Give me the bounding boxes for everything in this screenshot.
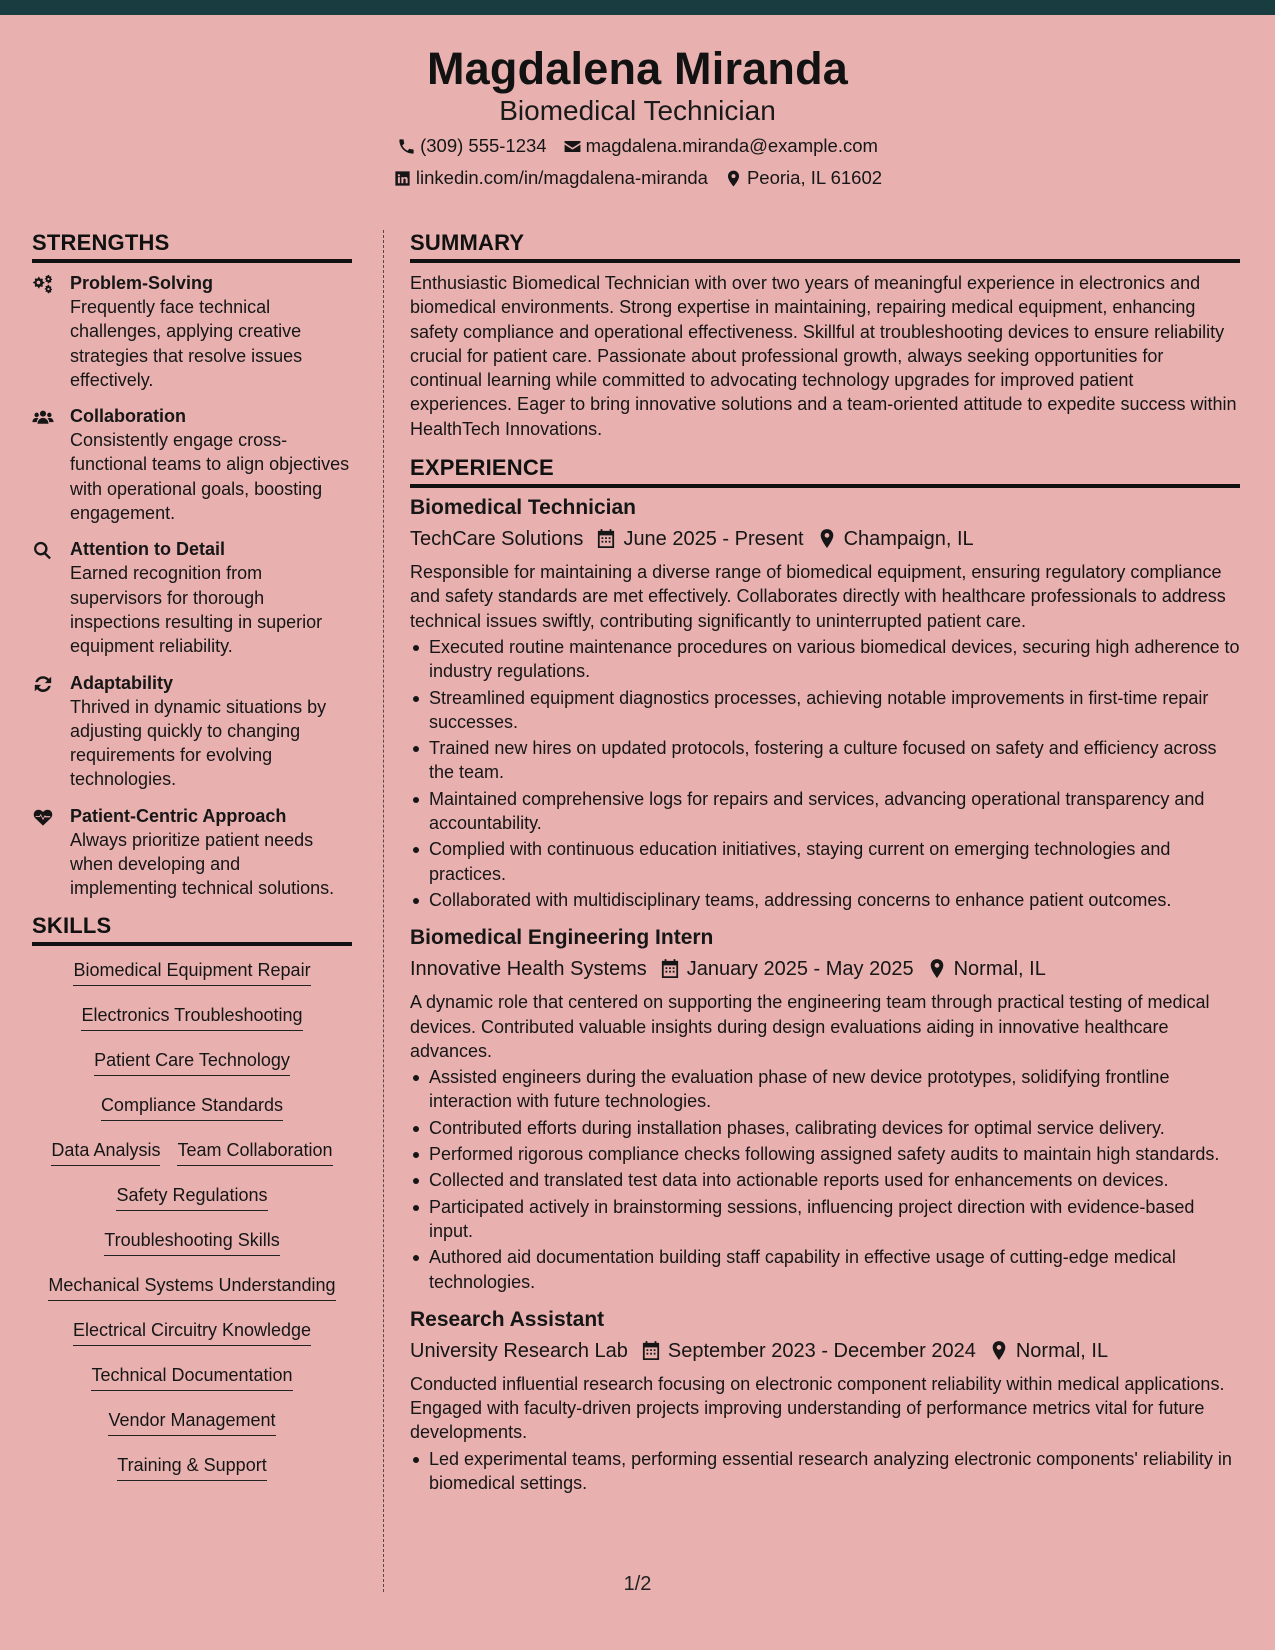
skills-list xyxy=(32,958,352,1498)
job-description: Conducted influential research focusing on electronic component reliability within medical applications. Engaged with faculty-driven projects improving understanding of performance metrics vital for future developments. xyxy=(410,1373,1225,1443)
column-divider xyxy=(383,230,384,1592)
skill-tag: Technical Documentation xyxy=(91,1363,292,1391)
skill-tag: Vendor Management xyxy=(108,1408,275,1436)
job-description: A dynamic role that centered on supporting the engineering team through practical testing of medical devices. Contributed valuable insights during design evaluations aiding in innovative healthcare advances. xyxy=(410,992,1210,1061)
bullet-item: Led experimental teams, performing essential research analyzing electronic components' reliability in biomedical settings. xyxy=(410,1447,1240,1496)
calendar-icon xyxy=(647,959,687,979)
strengths-list xyxy=(32,271,352,901)
page-number: 1/2 xyxy=(623,1573,652,1595)
gears-icon xyxy=(32,271,70,392)
job-location: Normal, IL xyxy=(1015,1339,1109,1362)
contact-phone xyxy=(397,135,547,157)
job-entry xyxy=(410,924,1240,1294)
bullet-item: Participated actively in brainstorming sessions, influencing project direction with evidence-based input. xyxy=(410,1195,1240,1244)
job-bullets xyxy=(410,1447,1240,1496)
job-bullets xyxy=(410,1065,1240,1294)
location-text: Peoria, IL 61602 xyxy=(746,167,883,188)
left-column xyxy=(32,230,352,1498)
contact-location xyxy=(724,167,882,189)
job-location: Champaign, IL xyxy=(843,528,974,551)
job-location: Normal, IL xyxy=(953,958,1046,981)
users-icon xyxy=(32,404,70,525)
bullet-item: Trained new hires on updated protocols, fostering a culture focused on safety and efficiency across the team. xyxy=(410,736,1240,785)
strength-desc: Thrived in dynamic situations by adjusting quickly to changing requirements for evolving technologies. xyxy=(70,696,327,790)
map-marker-icon xyxy=(724,169,743,188)
strength-name: Attention to Detail xyxy=(70,539,225,560)
skill-tag: Safety Regulations xyxy=(116,1183,267,1211)
contact-row-1 xyxy=(0,135,1275,157)
bullet-item: Contributed efforts during installation phases, calibrating devices for optimal service delivery. xyxy=(410,1116,1240,1140)
contact-row-2 xyxy=(0,167,1275,189)
strength-name: Problem-Solving xyxy=(70,273,214,293)
calendar-icon xyxy=(583,529,623,549)
job-dates: January 2025 - May 2025 xyxy=(686,958,914,981)
skill-tag: Team Collaboration xyxy=(177,1138,332,1166)
bullet-item: Maintained comprehensive logs for repairs and services, advancing operational transparency and accountability. xyxy=(410,787,1240,836)
resume-body xyxy=(0,230,1275,1592)
map-marker-icon xyxy=(804,529,844,549)
job-meta xyxy=(410,524,1240,554)
strength-item xyxy=(32,537,352,658)
job-meta xyxy=(410,1336,1240,1366)
job-company: Innovative Health Systems xyxy=(410,958,647,981)
phone-icon xyxy=(397,137,416,156)
skill-tag: Electrical Circuitry Knowledge xyxy=(73,1318,311,1346)
job-dates: September 2023 - December 2024 xyxy=(667,1339,976,1362)
linkedin-link[interactable]: linkedin.com/in/magdalena-miranda xyxy=(415,167,708,188)
strengths-heading: STRENGTHS xyxy=(32,230,352,263)
strength-name: Adaptability xyxy=(70,672,174,693)
job-role: Research Assistant xyxy=(410,1307,605,1331)
strength-desc: Frequently face technical challenges, applying creative strategies that resolve issues effectively. xyxy=(70,297,303,390)
contact-email xyxy=(563,135,878,157)
strength-item xyxy=(32,671,352,792)
strength-desc: Earned recognition from supervisors for thorough inspections resulting in superior equipment reliability. xyxy=(70,563,323,657)
job-description: Responsible for maintaining a diverse range of biomedical equipment, ensuring regulatory compliance and safety standards are met effectively. Collaborates directly with healthcare professionals to address technical issues swiftly, contributing significantly to uninterrupted patient care. xyxy=(410,562,1226,631)
strength-name: Collaboration xyxy=(70,406,186,427)
job-entry xyxy=(410,1306,1240,1495)
resume-header xyxy=(0,15,1275,205)
skill-tag: Data Analysis xyxy=(51,1138,160,1166)
strength-item xyxy=(32,804,352,901)
job-dates: June 2025 - Present xyxy=(623,528,804,551)
summary-heading: SUMMARY xyxy=(410,230,1240,263)
job-company: University Research Lab xyxy=(410,1339,628,1362)
job-bullets xyxy=(410,635,1240,912)
job-role: Biomedical Engineering Intern xyxy=(410,926,714,950)
bullet-item: Collaborated with multidisciplinary teams, addressing concerns to enhance patient outcomes. xyxy=(410,888,1240,912)
right-column xyxy=(410,230,1240,1497)
candidate-name: Magdalena Miranda xyxy=(427,43,848,94)
job-company: TechCare Solutions xyxy=(410,528,584,551)
job-role: Biomedical Technician xyxy=(410,496,637,520)
skill-tag: Mechanical Systems Understanding xyxy=(48,1273,335,1301)
experience-heading: EXPERIENCE xyxy=(410,455,1240,488)
calendar-icon xyxy=(628,1341,668,1361)
search-icon xyxy=(32,537,70,658)
skill-tag: Patient Care Technology xyxy=(94,1048,290,1076)
phone-number: (309) 555-1234 xyxy=(420,135,547,156)
skill-tag: Troubleshooting Skills xyxy=(104,1228,279,1256)
contact-linkedin xyxy=(393,167,708,189)
candidate-title: Biomedical Technician xyxy=(499,95,776,126)
bullet-item: Complied with continuous education initiatives, staying current on emerging technologies and practices. xyxy=(410,837,1240,886)
bullet-item: Authored aid documentation building staff capability in effective usage of cutting-edge medical technologies. xyxy=(410,1245,1240,1294)
job-entry xyxy=(410,494,1240,912)
bullet-item: Performed rigorous compliance checks following assigned safety audits to maintain high standards. xyxy=(410,1142,1240,1166)
map-marker-icon xyxy=(914,959,954,979)
skill-tag: Biomedical Equipment Repair xyxy=(73,958,310,986)
linkedin-icon xyxy=(393,169,412,188)
envelope-icon xyxy=(563,137,582,156)
top-color-bar xyxy=(0,0,1275,15)
bullet-item: Collected and translated test data into actionable reports used for enhancements on devices. xyxy=(410,1168,1240,1192)
skill-tag: Compliance Standards xyxy=(101,1093,283,1121)
strength-item xyxy=(32,404,352,525)
strength-desc: Always prioritize patient needs when developing and implementing technical solutions. xyxy=(70,829,335,899)
strength-item xyxy=(32,271,352,392)
bullet-item: Streamlined equipment diagnostics processes, achieving notable improvements in first-time repair successes. xyxy=(410,686,1240,735)
map-marker-icon xyxy=(976,1341,1016,1361)
sync-icon xyxy=(32,671,70,792)
email-link[interactable]: magdalena.miranda@example.com xyxy=(585,135,878,156)
skill-tag: Electronics Troubleshooting xyxy=(81,1003,302,1031)
job-meta xyxy=(410,954,1240,984)
bullet-item: Assisted engineers during the evaluation phase of new device prototypes, solidifying frontline interaction with future technologies. xyxy=(410,1065,1240,1114)
strength-desc: Consistently engage cross-functional teams to align objectives with operational goals, boosting engagement. xyxy=(70,430,350,524)
heartbeat-icon xyxy=(32,804,70,901)
skill-tag: Training & Support xyxy=(117,1453,266,1481)
bullet-item: Executed routine maintenance procedures on various biomedical devices, securing high adherence to industry regulations. xyxy=(410,635,1240,684)
skills-heading: SKILLS xyxy=(32,913,352,946)
strength-name: Patient-Centric Approach xyxy=(70,805,287,826)
summary-text: Enthusiastic Biomedical Technician with over two years of meaningful experience in electronics and biomedical environments. Strong expertise in maintaining, repairing medical equipment, enhancing safety compliance and operational effectiveness. Skillful at troubleshooting devices to ensure reliability crucial for patient care. Passionate about professional growth, always seeking opportunities for continual learning while committed to advocating technology upgrades for improved patient experiences. Eager to bring innovative solutions and a team-oriented attitude to expedite success within HealthTech Innovations. xyxy=(410,273,1237,439)
